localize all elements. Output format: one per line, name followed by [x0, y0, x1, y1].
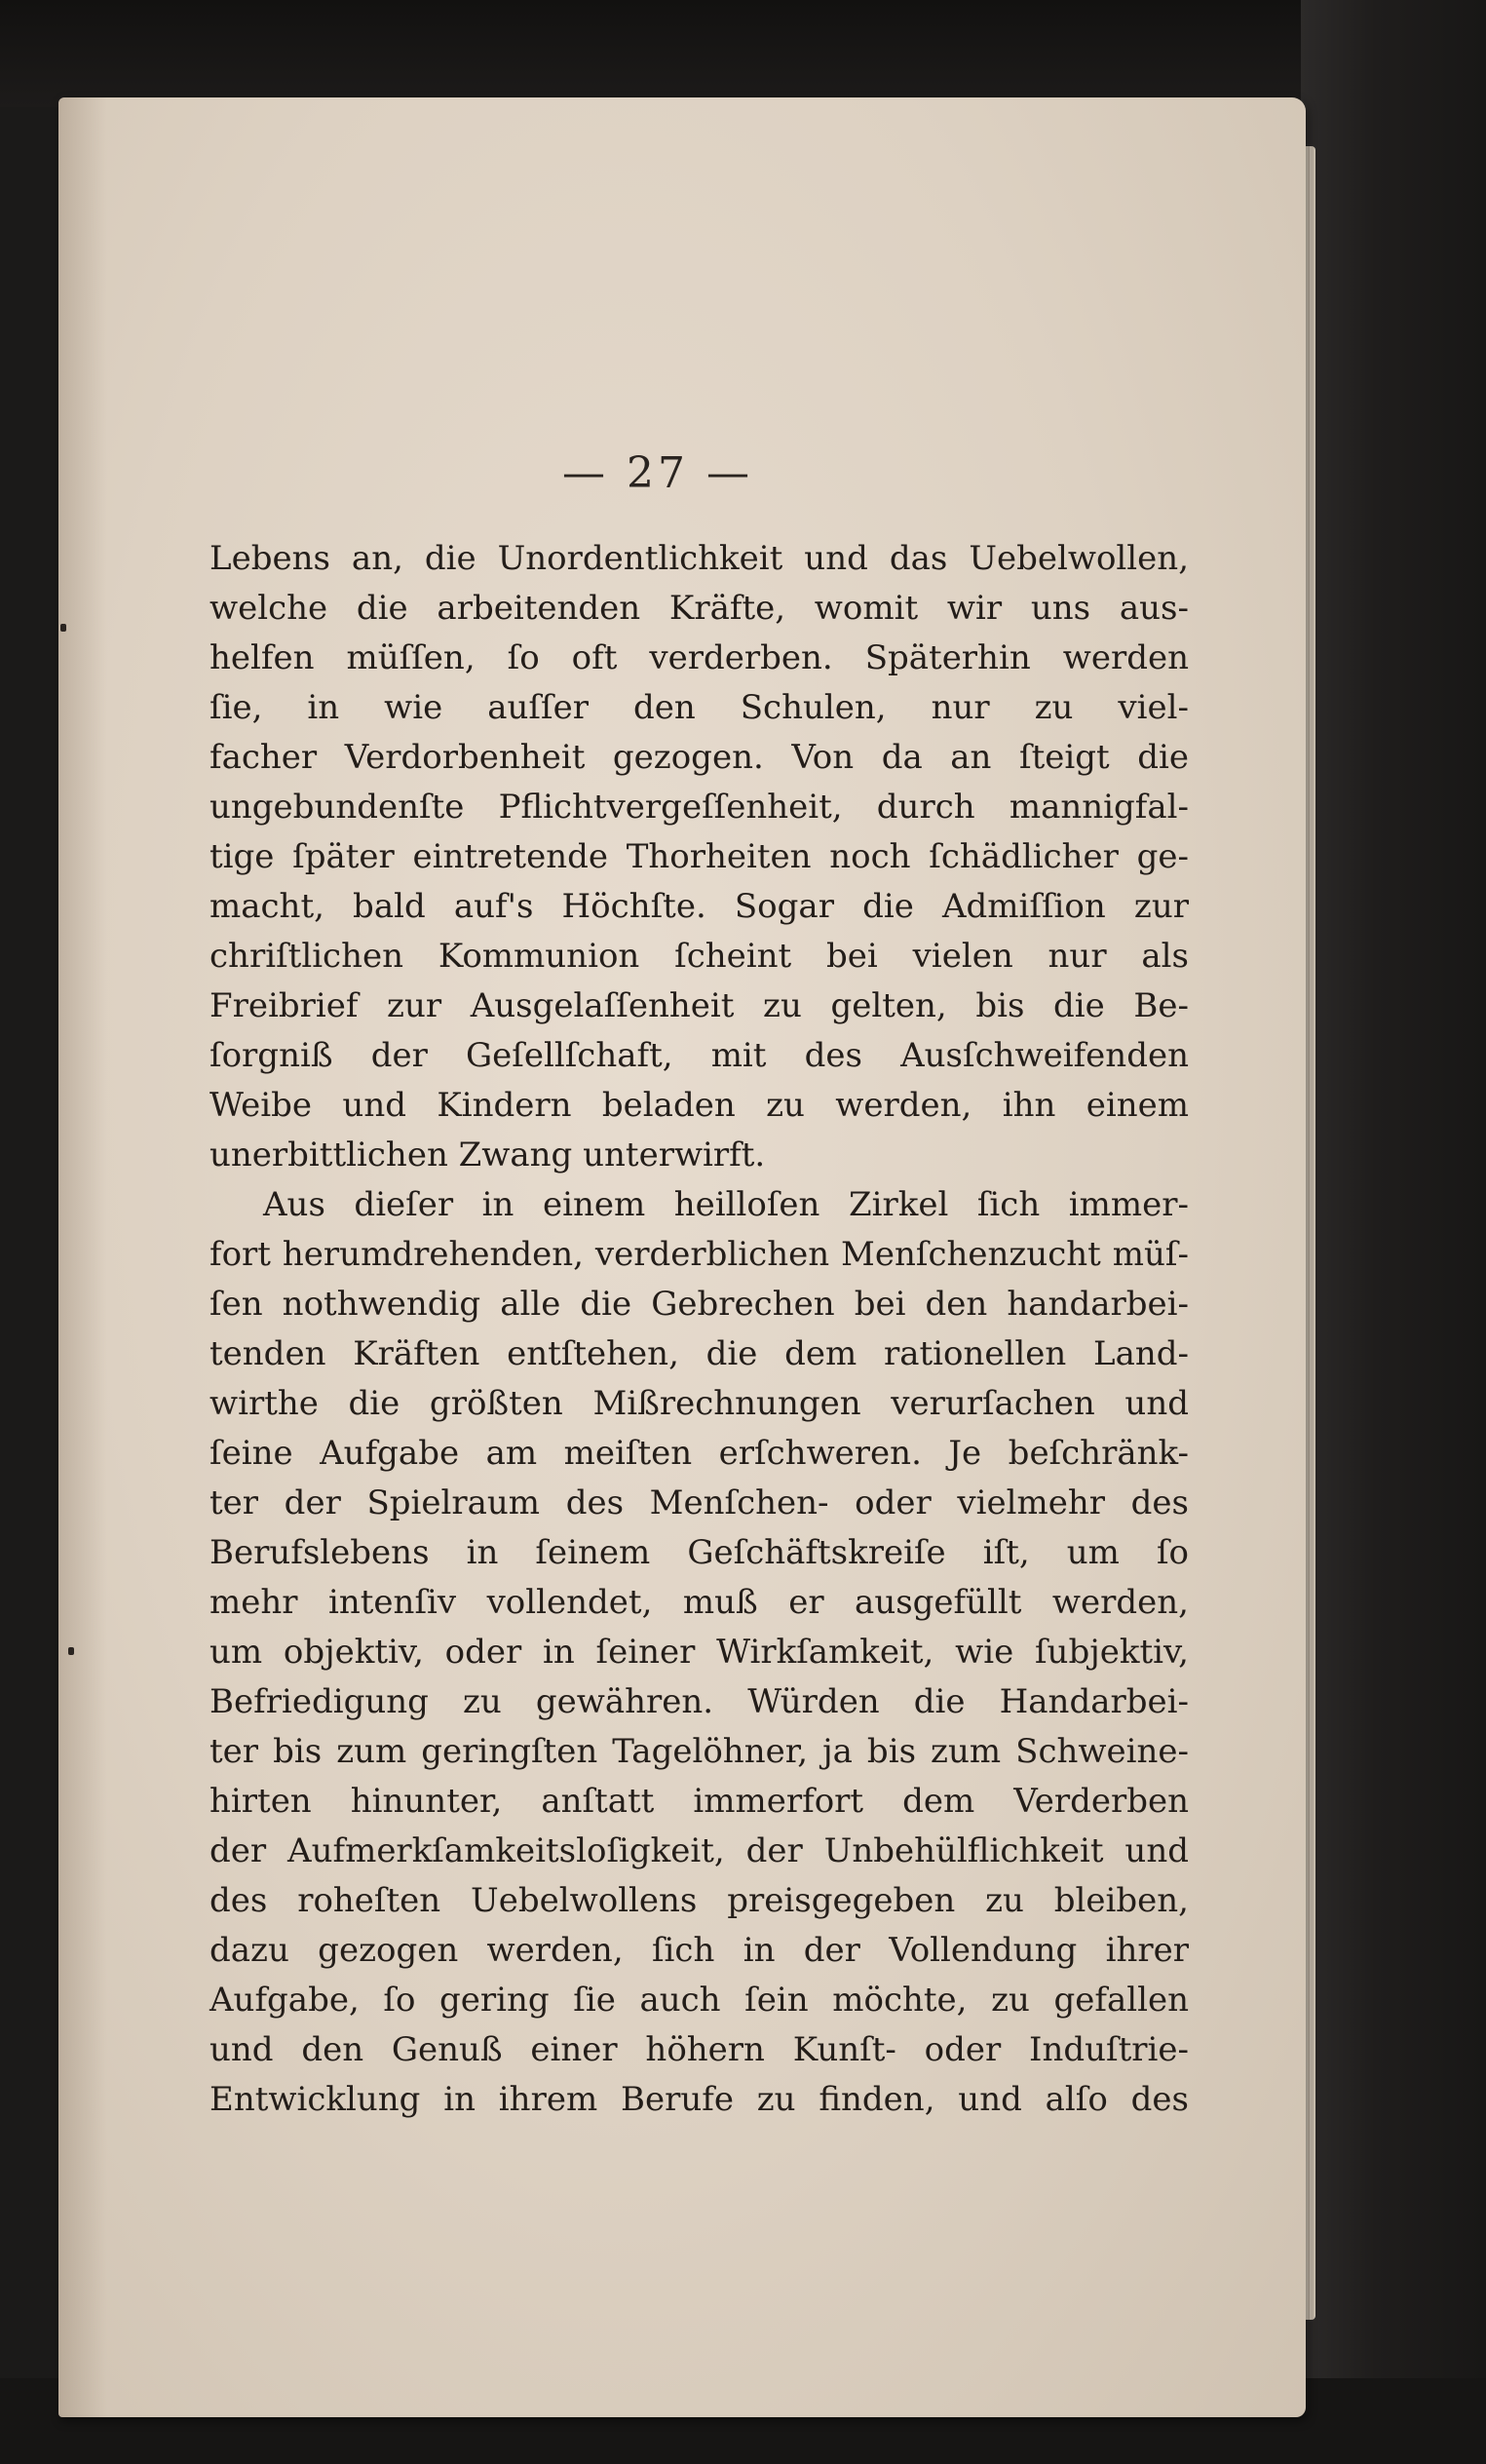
text-line: macht, bald auf's Höchſte. Sogar die Admiſſion zur: [210, 887, 1189, 926]
page-text: [210, 534, 1189, 2125]
text-line: um objektiv, oder in ſeiner Wirkſamkeit, wie ſubjektiv,: [210, 1633, 1189, 1672]
text-line: Berufslebens in ſeinem Geſchäftskreiſe iſt, um ſo: [210, 1533, 1189, 1572]
text-line: Weibe und Kindern beladen zu werden, ihn einem: [210, 1086, 1189, 1125]
text-line: facher Verdorbenheit gezogen. Von da an ſteigt die: [210, 738, 1189, 777]
text-line: chriſtlichen Kommunion ſcheint bei vielen nur als: [210, 937, 1189, 976]
text-line: ſen nothwendig alle die Gebrechen bei den handarbei-: [210, 1285, 1189, 1324]
text-line: Aufgabe, ſo gering ſie auch ſein möchte, zu gefallen: [210, 1981, 1189, 2020]
background-right: [1301, 0, 1486, 2464]
text-line: des roheſten Uebelwollens preisgegeben zu bleiben,: [210, 1881, 1189, 1920]
text-line: Lebens an, die Unordentlichkeit und das Uebelwollen,: [210, 539, 1189, 578]
text-line: ſorgniß der Geſellſchaft, mit des Ausſchweifenden: [210, 1036, 1189, 1075]
background-top: [0, 0, 1486, 107]
text-line: tige ſpäter eintretende Thorheiten noch ſchädlicher ge-: [210, 837, 1189, 876]
text-line: unerbittlichen Zwang unterwirft.: [210, 1136, 766, 1174]
text-line: ungebundenſte Pflichtvergeſſenheit, durch mannigfal-: [210, 788, 1189, 827]
text-line: hirten hinunter, anſtatt immerfort dem Verderben: [210, 1782, 1189, 1821]
text-line: Befriedigung zu gewähren. Würden die Handarbei-: [210, 1682, 1189, 1721]
text-line: ter bis zum geringſten Tagelöhner, ja bis zum Schweine-: [210, 1732, 1189, 1771]
text-line: wirthe die größten Mißrechnungen verurſachen und: [210, 1384, 1189, 1423]
text-line: ter der Spielraum des Menſchen- oder vielmehr des: [210, 1483, 1189, 1522]
text-line: helfen müſſen, ſo oft verderben. Späterhin werden: [210, 638, 1189, 677]
text-line: Freibrief zur Ausgelaſſenheit zu gelten, bis die Be-: [210, 986, 1189, 1025]
ink-speck: [68, 1647, 74, 1655]
text-line: welche die arbeitenden Kräfte, womit wir uns aus-: [210, 589, 1189, 628]
text-line: mehr intenſiv vollendet, muß er ausgefüllt werden,: [210, 1583, 1189, 1622]
ink-speck: [60, 624, 66, 632]
page-number: — 27 —: [562, 448, 753, 498]
text-line: ſie, in wie auſſer den Schulen, nur zu viel-: [210, 688, 1189, 727]
page-gutter-shadow: [58, 97, 107, 2417]
text-line: tenden Kräften entſtehen, die dem rationellen Land-: [210, 1334, 1189, 1373]
text-line: Entwicklung in ihrem Berufe zu finden, und alſo des: [210, 2080, 1189, 2119]
text-line-paragraph-start: Aus dieſer in einem heilloſen Zirkel ſich immer-: [263, 1185, 1189, 1224]
book-page: [58, 97, 1306, 2417]
text-line: dazu gezogen werden, ſich in der Vollendung ihrer: [210, 1931, 1189, 1970]
text-line: ſeine Aufgabe am meiſten erſchweren. Je beſchränk-: [210, 1434, 1189, 1473]
text-line: und den Genuß einer höhern Kunſt- oder Induſtrie-: [210, 2030, 1189, 2069]
text-line: fort herumdrehenden, verderblichen Menſchenzucht müſ-: [210, 1235, 1189, 1274]
text-line: der Aufmerkſamkeitsloſigkeit, der Unbehülflichkeit und: [210, 1831, 1189, 1870]
